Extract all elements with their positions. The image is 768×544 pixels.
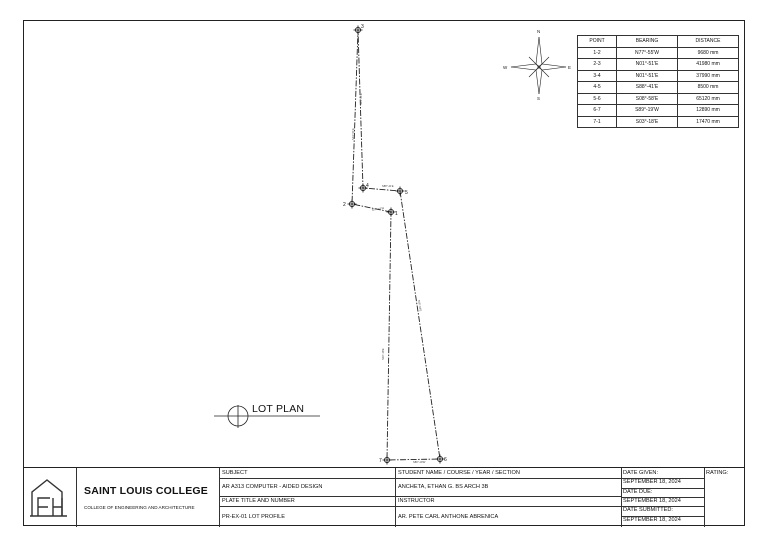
compass-east-label: E xyxy=(568,65,572,70)
title-block xyxy=(23,467,745,526)
side-bearing-label: S08°-58'E xyxy=(417,299,422,312)
row-distance: 37990 mm xyxy=(678,70,739,82)
point-label: 2 xyxy=(343,202,346,208)
side-bearing-label: N01°-51'E xyxy=(360,93,363,105)
divider xyxy=(219,478,621,479)
divider xyxy=(704,468,705,527)
date-due-label: DATE DUE: xyxy=(623,489,653,495)
point-crosshair-icon xyxy=(348,200,357,209)
point-label: 1 xyxy=(395,211,398,217)
compass-icon xyxy=(511,37,566,94)
row-bearing: N01°-51'E xyxy=(617,59,678,71)
student-value: ANCHETA, ETHAN G. BS ARCH 3B xyxy=(398,484,489,490)
table-row xyxy=(578,105,739,117)
side-bearing-label: S03°-18'E xyxy=(382,348,385,360)
date-given-value: SEPTEMBER 18, 2024 xyxy=(623,479,681,485)
rating-label: RATING: xyxy=(706,470,729,476)
row-distance: 8500 mm xyxy=(678,82,739,94)
point-label: 4 xyxy=(366,183,369,189)
row-distance: 41980 mm xyxy=(678,59,739,71)
row-distance: 9680 mm xyxy=(678,47,739,59)
divider xyxy=(395,468,396,527)
header-point: POINT xyxy=(578,36,617,48)
row-bearing: N77°-55'W xyxy=(617,47,678,59)
school-logo-icon xyxy=(29,476,69,518)
divider xyxy=(76,468,77,527)
row-distance: 65120 mm xyxy=(678,93,739,105)
point-label: 7 xyxy=(379,458,382,464)
side-bearing-label: S88°-41'E xyxy=(382,185,394,188)
row-bearing: S88°-41'E xyxy=(617,82,678,94)
point-crosshair-icon xyxy=(383,456,392,465)
date-submitted-value: SEPTEMBER 18, 2024 xyxy=(623,517,681,523)
subject-label: SUBJECT xyxy=(222,470,248,476)
divider xyxy=(219,468,220,527)
header-distance: DISTANCE xyxy=(678,36,739,48)
college-name: COLLEGE OF ENGINEERING AND ARCHITECTURE xyxy=(84,505,195,510)
divider xyxy=(219,496,621,497)
row-point: 4-5 xyxy=(578,82,617,94)
lot-plan-title: LOT PLAN xyxy=(252,403,305,415)
date-given-label: DATE GIVEN: xyxy=(623,470,659,476)
table-header-row xyxy=(578,36,739,48)
table-row xyxy=(578,93,739,105)
compass-south-label: S xyxy=(537,96,541,101)
table-row xyxy=(578,82,739,94)
bearing-distance-table xyxy=(577,35,739,128)
row-point: 2-3 xyxy=(578,59,617,71)
header-bearing: BEARING xyxy=(617,36,678,48)
plate-label: PLATE TITLE AND NUMBER xyxy=(222,498,295,504)
row-bearing: S08°-58'E xyxy=(617,93,678,105)
instructor-value: AR. PETE CARL ANTHONE ABRENICA xyxy=(398,514,499,520)
row-distance: 17470 mm xyxy=(678,116,739,128)
plate-value: PR-EX-01 LOT PROFILE xyxy=(222,514,286,520)
row-bearing: S89°-19'W xyxy=(617,105,678,117)
table-row xyxy=(578,70,739,82)
subject-value: AR A313 COMPUTER - AIDED DESIGN xyxy=(222,484,323,490)
row-distance: 12890 mm xyxy=(678,105,739,117)
divider xyxy=(219,506,621,507)
instructor-label: INSTRUCTOR xyxy=(398,498,435,504)
side-bearing-label: N01°-51'E xyxy=(352,128,355,140)
point-crosshair-icon xyxy=(396,187,405,196)
table-row xyxy=(578,116,739,128)
compass-west-label: W xyxy=(503,65,508,70)
side-bearing-label: N77°-55'W xyxy=(371,206,385,212)
row-point: 5-6 xyxy=(578,93,617,105)
school-name: SAINT LOUIS COLLEGE xyxy=(84,485,208,497)
lot-boundary xyxy=(352,30,440,460)
date-submitted-label: DATE SUBMITTED: xyxy=(623,507,673,513)
point-label: 6 xyxy=(444,457,447,463)
point-label: 3 xyxy=(361,24,364,30)
table-row xyxy=(578,59,739,71)
row-bearing: N01°-51'E xyxy=(617,70,678,82)
date-due-value: SEPTEMBER 18, 2024 xyxy=(623,498,681,504)
row-point: 7-1 xyxy=(578,116,617,128)
table-row xyxy=(578,47,739,59)
point-label: 5 xyxy=(405,190,408,196)
student-label: STUDENT NAME / COURSE / YEAR / SECTION xyxy=(398,470,520,476)
row-point: 6-7 xyxy=(578,105,617,117)
row-point: 1-2 xyxy=(578,47,617,59)
row-point: 3-4 xyxy=(578,70,617,82)
compass-north-label: N xyxy=(537,29,541,34)
row-bearing: S03°-18'E xyxy=(617,116,678,128)
side-bearing-label: S89°-19'W xyxy=(413,461,426,464)
